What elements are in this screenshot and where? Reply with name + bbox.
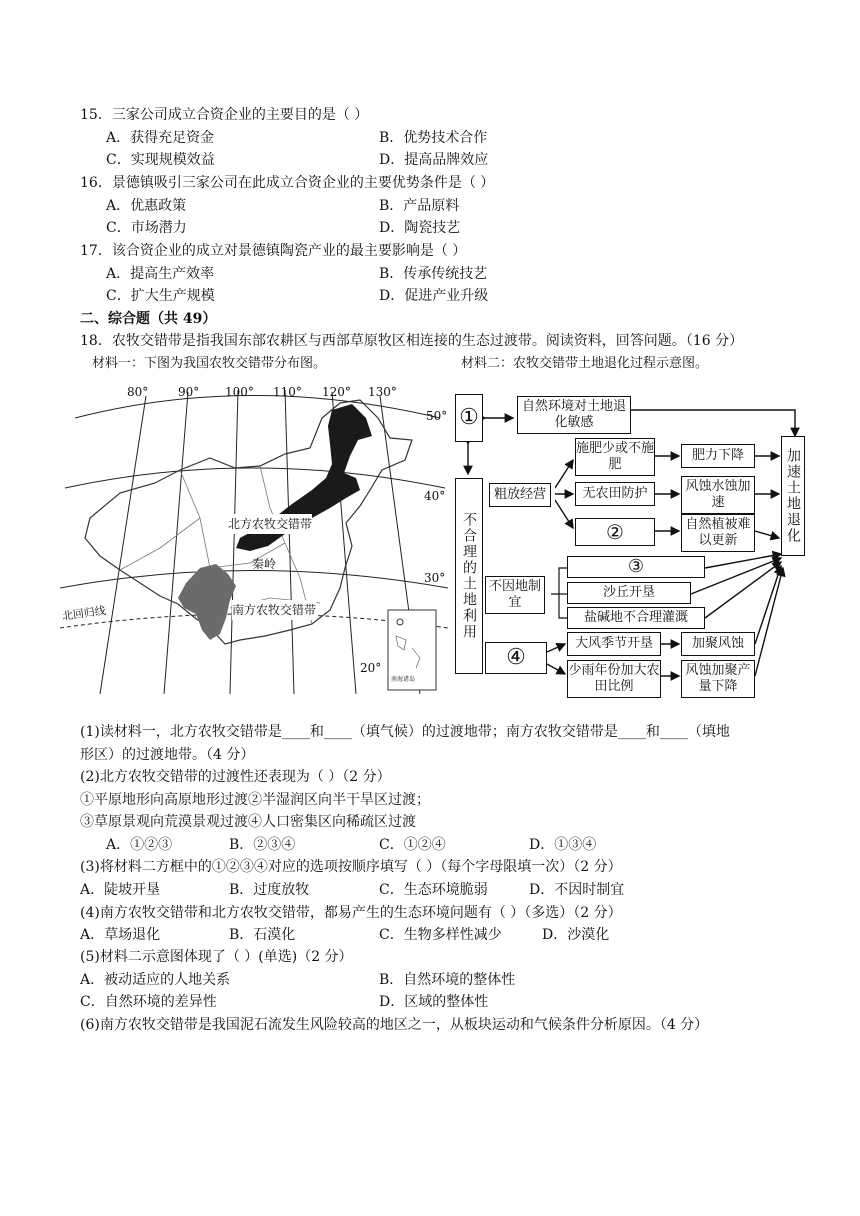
lon-label-90: 90° [178,385,200,399]
flow-box-1: ① [455,394,483,442]
lon-label-120: 120° [322,385,351,399]
q15-option-c: C．实现规模效益 [106,152,215,168]
flow-windy-reclaim: 大风季节开垦 [567,632,661,656]
flow-low-fertilizer: 施肥少或不施肥 [575,438,655,476]
material-2-caption: 材料二：农牧交错带土地退化过程示意图。 [461,356,709,371]
q18-sub5-option-b: B．自然环境的整体性 [379,972,516,988]
q18-sub2-option-b: B．②③④ [229,837,296,853]
q17-option-d: D．促进产业升级 [379,288,489,304]
flow-vegetation: 自然植被难以更新 [681,514,755,552]
q18-sub1-line1: (1)读材料一，北方农牧交错带是____和____（填气候）的过渡地带；南方农牧交错带是____和____（填地 [80,724,730,740]
lat-label-40: 40° [424,489,446,503]
q18-sub2-statement1: ①平原地形向高原地形过渡②半湿润区向半干旱区过渡； [80,792,430,808]
flow-saline-irrigation: 盐碱地不合理灌溉 [567,607,705,629]
q16-option-d: D．陶瓷技艺 [379,220,461,236]
q18-sub3-option-c: C．生态环境脆弱 [379,882,488,898]
lon-label-130: 130° [368,385,397,399]
lon-label-80: 80° [127,385,149,399]
q18-sub3-option-b: B．过度放牧 [229,882,310,898]
q15-stem: 15．三家公司成立合资企业的主要目的是（ ） [80,107,369,123]
q17-option-c: C．扩大生产规模 [106,288,215,304]
inset-label: 南海诸岛 [391,676,416,683]
q18-sub3-option-a: A．陡坡开垦 [80,882,161,898]
land-degradation-flowchart [455,378,805,698]
q16-stem: 16．景德镇吸引三家公司在此成立合资企业的主要优势条件是（ ） [80,175,495,191]
q18-sub1-line2: 形区）的过渡地带。（4 分） [80,747,255,763]
flow-fertility-decline: 肥力下降 [681,444,755,468]
flow-natural-sensitive: 自然环境对土地退化敏感 [517,396,631,434]
flow-box-2: ② [575,518,655,546]
q18-sub2-statement2: ③草原景观向荒漠景观过渡④人口密集区向稀疏区过渡 [80,814,416,830]
flow-box-4: ④ [485,642,547,674]
lat-label-30: 30° [424,571,446,585]
q17-option-b: B．传承传统技艺 [379,266,488,282]
q18-sub4-option-d: D．沙漠化 [542,927,610,943]
q18-sub2-option-a: A．①②③ [106,837,173,853]
flow-erosion-accelerate: 风蚀水蚀加速 [681,476,755,514]
q15-option-a: A．获得充足资金 [106,130,215,146]
flow-yield-decline: 风蚀加聚产量下降 [681,660,755,698]
q18-sub5-option-a: A．被动适应的人地关系 [80,972,231,988]
q18-sub5-option-d: D．区域的整体性 [379,994,489,1010]
flow-dune-reclaim: 沙丘开垦 [567,582,691,604]
q16-option-a: A．优惠政策 [106,198,187,214]
q16-option-b: B．产品原料 [379,198,460,214]
q18-sub5-option-c: C．自然环境的差异性 [80,994,217,1010]
tropic-label: 北回归线 [61,604,107,624]
flow-extensive [485,482,555,508]
q18-sub2-option-d: D．①③④ [529,837,597,853]
flow-accelerate-degradation: 加速土地退化 [781,436,805,556]
q17-stem: 17．该合资企业的成立对景德镇陶瓷产业的最主要影响是（ ） [80,243,467,259]
q17-option-a: A．提高生产效率 [106,266,215,282]
q16-option-c: C．市场潜力 [106,220,187,236]
material-1-caption: 材料一：下图为我国农牧交错带分布图。 [92,356,327,371]
q15-option-d: D．提高品牌效应 [379,152,489,168]
lon-label-100: 100° [225,385,254,399]
q18-sub6: (6)南方农牧交错带是我国泥石流发生风险较高的地区之一，从板块运动和气候条件分析原因。（4 分） [80,1017,709,1033]
q18-sub4: (4)南方农牧交错带和北方农牧交错带，都易产生的生态环境问题有（ ）（多选）（2 分） [80,905,622,921]
qinling-label: 秦岭 [252,557,277,571]
china-agro-pastoral-map [60,378,448,694]
section-heading: 二、综合题（共 49） [80,311,217,327]
southern-belt-label: 南方农牧交错带 [232,600,316,620]
flow-no-protection: 无农田防护 [575,482,655,506]
q18-sub5: (5)材料二示意图体现了（ ）(单选)（2 分） [80,949,353,965]
q18-sub4-option-c: C．生物多样性减少 [379,927,502,943]
lat-label-20: 20° [360,661,382,675]
northern-belt-label: 北方农牧交错带 [228,514,312,534]
flow-box-3: ③ [567,556,705,578]
q18-sub4-option-b: B．石漠化 [229,927,296,943]
flow-wind-erosion: 加聚风蚀 [681,632,755,656]
flow-unreasonable-use: 不合理的土地利用 [455,478,483,674]
q18-sub2: (2)北方农牧交错带的过渡性还表现为（ ）（2 分） [80,769,391,785]
q18-sub3: (3)将材料二方框中的①②③④对应的选项按顺序填写（ ）（每个字母限填一次）（2 分） [80,859,622,875]
lon-label-110: 110° [273,385,302,399]
q18-sub4-option-a: A．草场退化 [80,927,161,943]
flow-not-local: 不因地制宜 [485,576,545,614]
q18-sub3-option-d: D．不因时制宜 [529,882,625,898]
flow-extensive-label: 粗放经营 [489,483,551,507]
parallel-40 [65,468,445,488]
lat-label-50: 50° [426,409,448,423]
q18-sub2-option-c: C．①②④ [379,837,446,853]
q18-stem: 18．农牧交错带是指我国东部农耕区与西部草原牧区相连接的生态过渡带。阅读资料，回答问题。（16 分） [80,333,744,349]
map-graphic [60,378,448,694]
flow-dry-year: 少雨年份加大农田比例 [567,660,661,698]
southern-belt-shape [178,564,236,640]
q15-option-b: B．优势技术合作 [379,130,488,146]
